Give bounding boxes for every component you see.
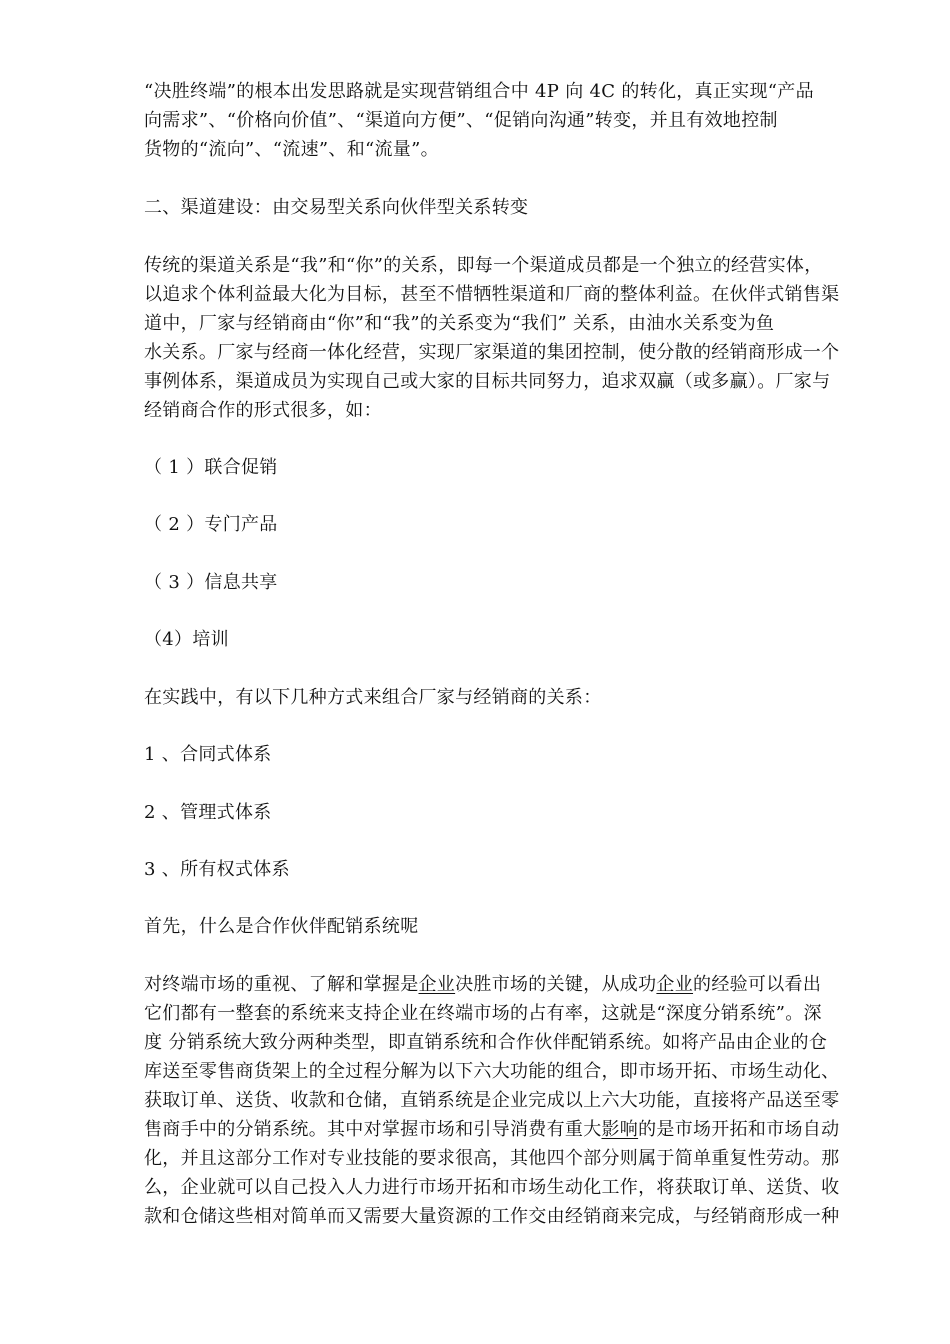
text-span: 的是市场开拓和市场自动 xyxy=(638,1119,840,1140)
section-heading: 二、渠道建设：由交易型关系向伙伴型关系转变 xyxy=(144,197,529,218)
list-item-form: （ 1 ）联合促销 xyxy=(144,457,278,478)
paragraph-line: 化，并且这部分工作对专业技能的要求很高，其他四个部分则属于简单重复性劳动。那 xyxy=(144,1148,840,1169)
paragraph-line: 它们都有一整套的系统来支持企业在终端市场的占有率，这就是“深度分销系统”。深 xyxy=(144,1003,822,1024)
paragraph-line: 么，企业就可以自己投入人力进行市场开拓和市场生动化工作，将获取订单、送货、收 xyxy=(144,1177,840,1198)
enterprise-link[interactable]: 企业 xyxy=(656,974,694,995)
text-span: 售商手中的分销系统。其中对掌握市场和引导消费有重大 xyxy=(144,1119,602,1140)
list-item-form: （ 3 ）信息共享 xyxy=(144,572,278,593)
paragraph-line: 传统的渠道关系是“我”和“你”的关系，即每一个渠道成员都是一个独立的经营实体， xyxy=(144,255,823,276)
text-span: 决胜市场的关键，从成功 xyxy=(455,974,657,995)
list-item-system: 2 、管理式体系 xyxy=(144,802,272,823)
paragraph-line: 水关系。厂家与经商一体化经营，实现厂家渠道的集团控制，使分散的经销商形成一个 xyxy=(144,342,840,363)
paragraph-line: 道中，厂家与经销商由“你”和“我”的关系变为“我们” 关系，由油水关系变为鱼 xyxy=(144,313,775,334)
paragraph-line: 款和仓储这些相对简单而又需要大量资源的工作交由经销商来完成，与经销商形成一种 xyxy=(144,1206,840,1227)
influence-link[interactable]: 影响 xyxy=(601,1119,639,1140)
paragraph-line: “决胜终端”的根本出发思路就是实现营销组合中 4P 向 4C 的转化，真正实现“产品 xyxy=(144,81,814,102)
list-item-system: 1 、合同式体系 xyxy=(144,744,272,765)
paragraph-line: 获取订单、送货、收款和仓储，直销系统是企业完成以上六大功能，直接将产品送至零 xyxy=(144,1090,840,1111)
paragraph-line: 度 分销系统大致分两种类型，即直销系统和合作伙伴配销系统。如将产品由企业的仓 xyxy=(144,1032,828,1053)
paragraph-line: 向需求”、“价格向价值”、“渠道向方便”、“促销向沟通”转变，并且有效地控制 xyxy=(144,110,778,131)
paragraph-line: 事例体系，渠道成员为实现自己或大家的目标共同努力，追求双赢（或多赢）。厂家与 xyxy=(144,371,831,392)
practice-intro: 在实践中，有以下几种方式来组合厂家与经销商的关系： xyxy=(144,687,602,708)
paragraph-line xyxy=(144,972,880,998)
paragraph-line xyxy=(144,1117,880,1143)
list-item-system: 3 、所有权式体系 xyxy=(144,859,290,880)
text-span: 的经验可以看出 xyxy=(693,974,822,995)
paragraph-line: 经销商合作的形式很多，如： xyxy=(144,400,382,421)
list-item-form: （ 2 ）专门产品 xyxy=(144,514,278,535)
paragraph-line: 货物的“流向”、“流速”、和“流量”。 xyxy=(144,139,439,160)
paragraph-line: 库送至零售商货架上的全过程分解为以下六大功能的组合，即市场开拓、市场生动化、 xyxy=(144,1061,840,1082)
enterprise-link[interactable]: 企业 xyxy=(418,974,456,995)
list-item-form: （4）培训 xyxy=(144,629,229,650)
paragraph-line: 以追求个体利益最大化为目标，甚至不惜牺牲渠道和厂商的整体利益。在伙伴式销售渠 xyxy=(144,284,840,305)
question-line: 首先，什么是合作伙伴配销系统呢 xyxy=(144,916,419,937)
text-span: 对终端市场的重视、了解和掌握是 xyxy=(144,974,419,995)
